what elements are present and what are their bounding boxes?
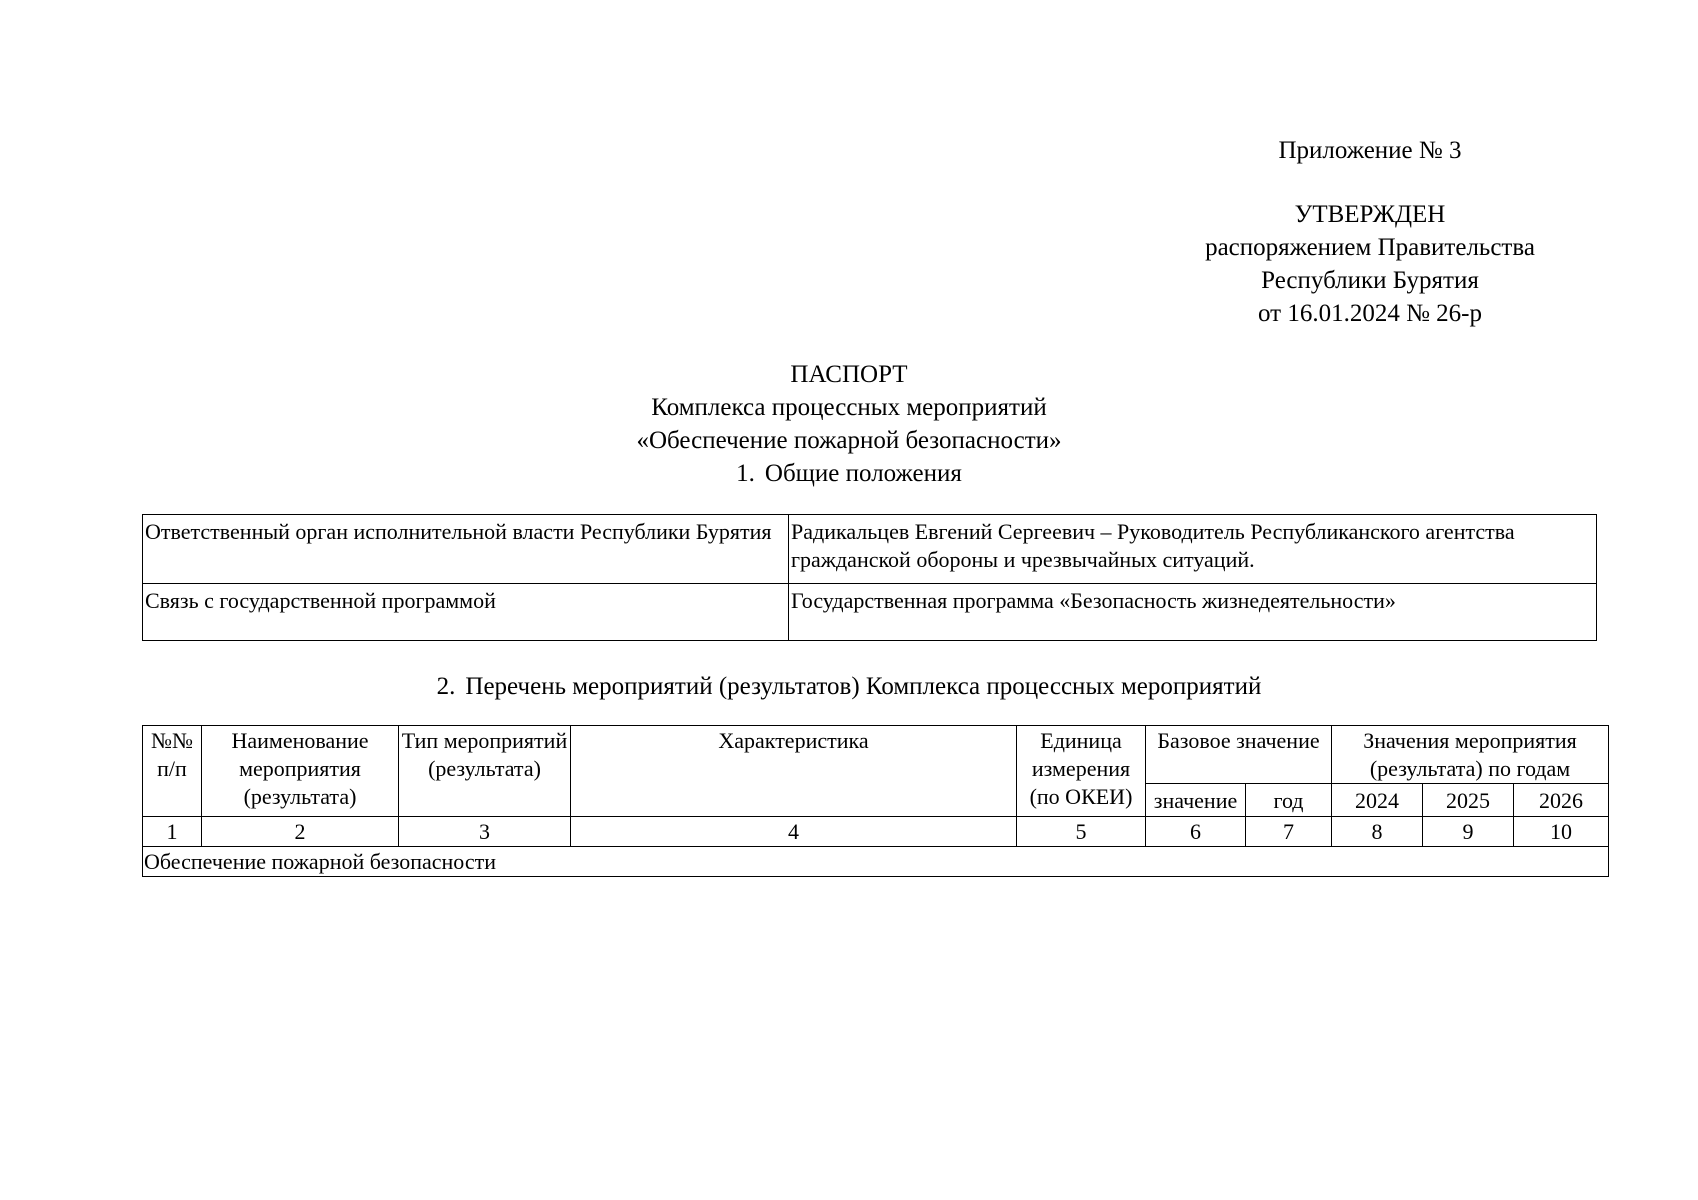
approval-line-approved: УТВЕРЖДЕН	[1294, 201, 1446, 228]
section1-number: 1.	[736, 460, 755, 487]
group-title: Обеспечение пожарной безопасности	[143, 847, 1609, 877]
section1-heading	[0, 457, 1698, 490]
approval-line-republic: Республики Бурятия	[1261, 267, 1479, 294]
program-link-value: Государственная программа «Безопасность жизнедеятельности»	[789, 584, 1597, 641]
column-number: 8	[1332, 817, 1423, 847]
column-number: 2	[202, 817, 399, 847]
column-numbers-row	[143, 817, 1609, 847]
section2-number: 2.	[436, 673, 456, 700]
header-year-2025: 2025	[1423, 784, 1514, 817]
table-row	[143, 515, 1597, 584]
column-number: 3	[399, 817, 571, 847]
table-row	[143, 847, 1609, 877]
table-row	[143, 584, 1597, 641]
general-provisions-table	[142, 514, 1597, 641]
column-number: 10	[1514, 817, 1609, 847]
passport-heading	[0, 358, 1698, 490]
header-base-value-year: год	[1246, 784, 1332, 817]
section2-heading	[0, 670, 1698, 703]
passport-subtitle-name: «Обеспечение пожарной безопасности»	[636, 427, 1062, 454]
header-year-values: Значения мероприятия (результата) по годам	[1332, 726, 1609, 784]
column-number: 9	[1423, 817, 1514, 847]
header-characteristic: Характеристика	[571, 726, 1017, 817]
header-num: №№ п/п	[143, 726, 202, 817]
program-link-label: Связь с государственной программой	[143, 584, 789, 641]
column-number: 1	[143, 817, 202, 847]
responsible-body-label: Ответственный орган исполнительной власти Республики Бурятия	[143, 515, 789, 584]
approval-stamp	[1160, 198, 1580, 330]
column-number: 7	[1246, 817, 1332, 847]
table-header-row	[143, 726, 1609, 784]
section1-title: Общие положения	[764, 460, 962, 487]
column-number: 4	[571, 817, 1017, 847]
section2-title: Перечень мероприятий (результатов) Комплекса процессных мероприятий	[465, 673, 1262, 700]
responsible-body-value: Радикальцев Евгений Сергеевич – Руководитель Республиканского агентства гражданской обороны и чрезвычайных ситуаций.	[789, 515, 1597, 584]
header-event-type: Тип мероприятий (результата)	[399, 726, 571, 817]
approval-line-date: от 16.01.2024 № 26-р	[1257, 300, 1483, 327]
passport-title: ПАСПОРТ	[790, 361, 908, 388]
approval-line-order: распоряжением Правительства	[1205, 234, 1535, 261]
header-base-value: Базовое значение	[1146, 726, 1332, 784]
header-event-name: Наименование мероприятия (результата)	[202, 726, 399, 817]
column-number: 5	[1017, 817, 1146, 847]
passport-subtitle-complex: Комплекса процессных мероприятий	[651, 394, 1047, 421]
column-number: 6	[1146, 817, 1246, 847]
header-year-2026: 2026	[1514, 784, 1609, 817]
events-list-table	[142, 725, 1609, 877]
header-base-value-value: значение	[1146, 784, 1246, 817]
appendix-label: Приложение № 3	[1278, 137, 1462, 164]
header-unit: Единица измерения (по ОКЕИ)	[1017, 726, 1146, 817]
header-year-2024: 2024	[1332, 784, 1423, 817]
